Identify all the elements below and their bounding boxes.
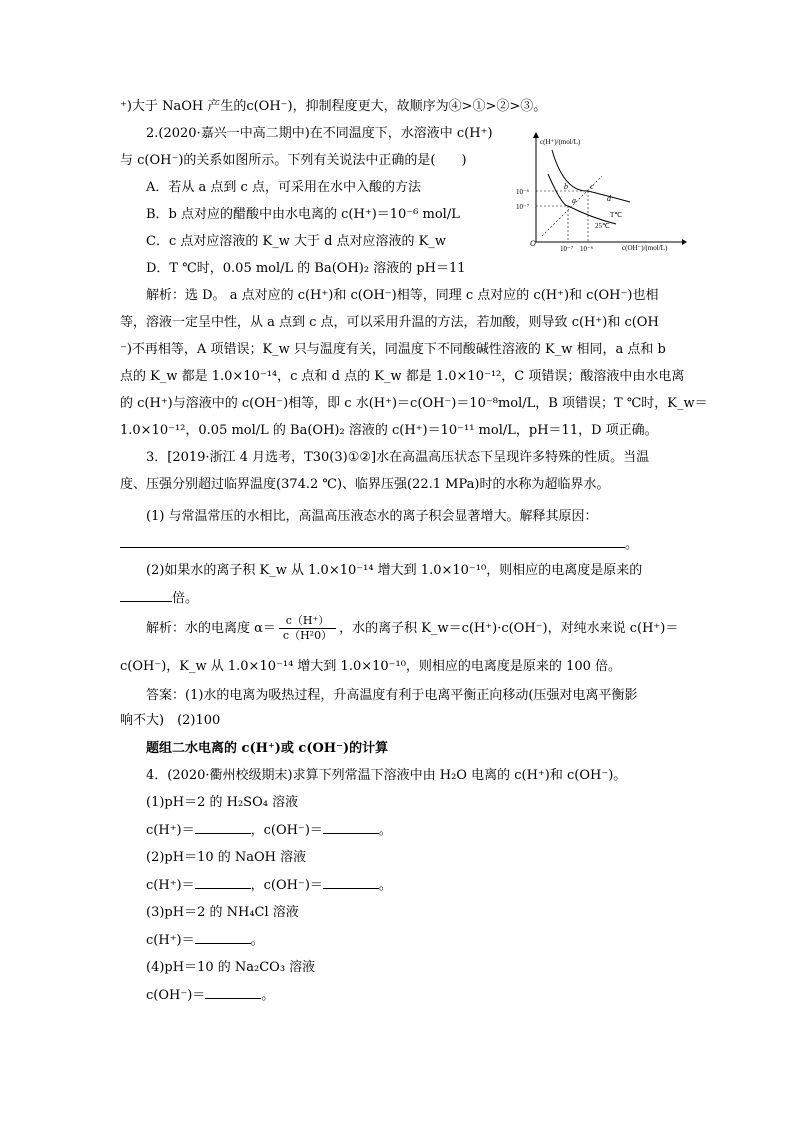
curve-label-t: T℃ — [610, 211, 623, 219]
curve-25c — [548, 174, 616, 224]
answer-blank[interactable] — [323, 876, 379, 889]
q3-analysis-line-1: 解析：水的电离度 α＝ $\frac{c(H^+)}{\text{c（H²0）}}$ ，水的离子积 K_w＝c(H⁺)·c(OH⁻)，对纯水来说 c(H⁺)＝ — [146, 614, 679, 642]
q3-part1-answer-line: 。 — [120, 535, 638, 554]
point-label-c: c — [590, 182, 594, 191]
answer-blank[interactable] — [195, 876, 251, 889]
q3-part2: (2)如果水的离子积 K_w 从 1.0×10⁻¹⁴ 增大到 1.0×10⁻¹⁰，则相应的电离度是原来的 — [146, 563, 643, 578]
q3-answer-line-2: 响不大) (2)100 — [120, 713, 221, 728]
y-axis-label: c(H⁺)/(mol/L) — [540, 138, 581, 146]
answer-blank[interactable] — [120, 589, 172, 602]
q4-part4: (4)pH＝10 的 Na₂CO₃ 溶液 — [146, 960, 316, 975]
q2-line-2: 与 c(OH⁻)的关系如图所示。下列有关说法中正确的是( ) — [120, 153, 467, 168]
q4-part3: (3)pH＝2 的 NH₄Cl 溶液 — [146, 905, 299, 920]
q4-part1: (1)pH＝2 的 H₂SO₄ 溶液 — [146, 795, 299, 810]
q4-part3-answer: c(H⁺)＝ 。 — [146, 933, 264, 948]
analysis-line-6: 1.0×10⁻¹²，0.05 mol/L 的 Ba(OH)₂ 溶液的 c(H⁺)＝10⁻¹¹ mol/L，pH＝11，D 项正确。 — [120, 423, 658, 438]
x-tick-label: 10⁻⁶ — [580, 245, 594, 253]
q3-part1: (1) 与常温常压的水相比，高温高压液态水的离子积会显著增大。解释其原因： — [146, 509, 598, 524]
q4-part4-answer: c(OH⁻)＝ 。 — [146, 988, 275, 1003]
q3-analysis-line-2: c(OH⁻)，K_w 从 1.0×10⁻¹⁴ 增大到 1.0×10⁻¹⁰，则相应的电离度是原来的 100 倍。 — [120, 659, 622, 674]
q4-part2-answer: c(H⁺)＝ ，c(OH⁻)＝ 。 — [146, 878, 392, 893]
y-axis-arrow-icon — [533, 132, 539, 138]
y-tick-label: 10⁻⁶ — [516, 188, 530, 196]
q3-part2-answer-line: 倍。 — [120, 589, 198, 608]
analysis-line-3: ⁻)不再相等，A 项错误；K_w 只与温度有关，同温度下不同酸碱性溶液的 K_w 相同，a 点和 b — [120, 342, 666, 357]
q2-option-d: D．T ℃时，0.05 mol/L 的 Ba(OH)₂ 溶液的 pH＝11 — [146, 261, 466, 276]
curve-label-25c: 25℃ — [595, 222, 610, 230]
q2-option-c: C．c 点对应溶液的 K_w 大于 d 点对应溶液的 K_w — [146, 234, 447, 249]
q4-part2: (2)pH＝10 的 NaOH 溶液 — [146, 850, 307, 865]
q3-answer-line-1: 答案：(1)水的电离为吸热过程，升高温度有利于电离平衡正向移动(压强对电离平衡影 — [146, 688, 638, 703]
analysis-line-5: 的 c(H⁺)与溶液中的 c(OH⁻)相等，即 c 水(H⁺)＝c(OH⁻)＝10⁻⁸mol/L，B 项错误；T ℃时，K_w＝ — [120, 396, 708, 411]
answer-blank[interactable] — [195, 931, 251, 944]
analysis-line-1: 解析：选 D。 a 点对应的 c(H⁺)和 c(OH⁻)相等，同理 c 点对应的 c(H⁺)和 c(OH⁻)也相 — [146, 288, 659, 303]
analysis-line-2: 等，溶液一定呈中性，从 a 点到 c 点，可以采用升温的方法，若加酸，则导致 c(H⁺)和 c(OH — [120, 315, 659, 330]
x-axis-arrow-icon — [682, 239, 687, 245]
y-tick-label: 10⁻⁷ — [516, 203, 530, 211]
line-1: ⁺)大于 NaOH 产生的c(OH⁻)，抑制程度更大，故顺序为④>①>②>③。 — [120, 99, 547, 114]
analysis-line-4: 点的 K_w 都是 1.0×10⁻¹⁴，c 点和 d 点的 K_w 都是 1.0×10⁻¹²，C 项错误；酸溶液中由水电离 — [120, 369, 685, 384]
answer-blank[interactable] — [323, 821, 379, 834]
q4-line-1: 4．(2020·衢州校级期末)求算下列常温下溶液中由 H₂O 电离的 c(H⁺)和 c(OH⁻)。 — [146, 768, 627, 783]
x-tick-label: 10⁻⁷ — [560, 245, 574, 253]
q2-line-1: 2.(2020·嘉兴一中高二期中)在不同温度下，水溶液中 c(H⁺) — [146, 126, 493, 141]
x-axis-label: c(OH⁻)/(mol/L) — [622, 244, 668, 252]
q2-option-a: A．若从 a 点到 c 点，可采用在水中入酸的方法 — [146, 180, 421, 195]
q3-line-2: 度、压强分别超过临界温度(374.2 ℃)、临界压强(22.1 MPa)时的水称为超临界水。 — [120, 477, 610, 492]
point-label-b: b — [564, 182, 568, 191]
answer-blank[interactable] — [195, 821, 251, 834]
kw-temperature-chart — [512, 132, 687, 254]
point-label-a: a — [572, 196, 576, 205]
answer-blank[interactable] — [205, 986, 261, 999]
origin-label: O — [530, 239, 536, 248]
ionization-fraction: $\frac{c(H^+)}{\text{c（H²0）}}$ — [279, 614, 336, 643]
curve-t — [552, 150, 630, 202]
q2-option-b: B．b 点对应的醋酸中由水电离的 c(H⁺)＝10⁻⁶ mol/L — [146, 207, 460, 222]
point-label-d: d — [607, 194, 611, 203]
q4-part1-answer: c(H⁺)＝ ，c(OH⁻)＝ 。 — [146, 823, 392, 838]
section-heading: 题组二水电离的 c(H⁺)或 c(OH⁻)的计算 — [146, 741, 389, 756]
q3-line-1: 3．[2019·浙江 4 月选考，T30(3)①②]水在高温高压状态下呈现许多特殊的性质。当温 — [146, 450, 650, 465]
answer-blank[interactable] — [120, 535, 625, 548]
